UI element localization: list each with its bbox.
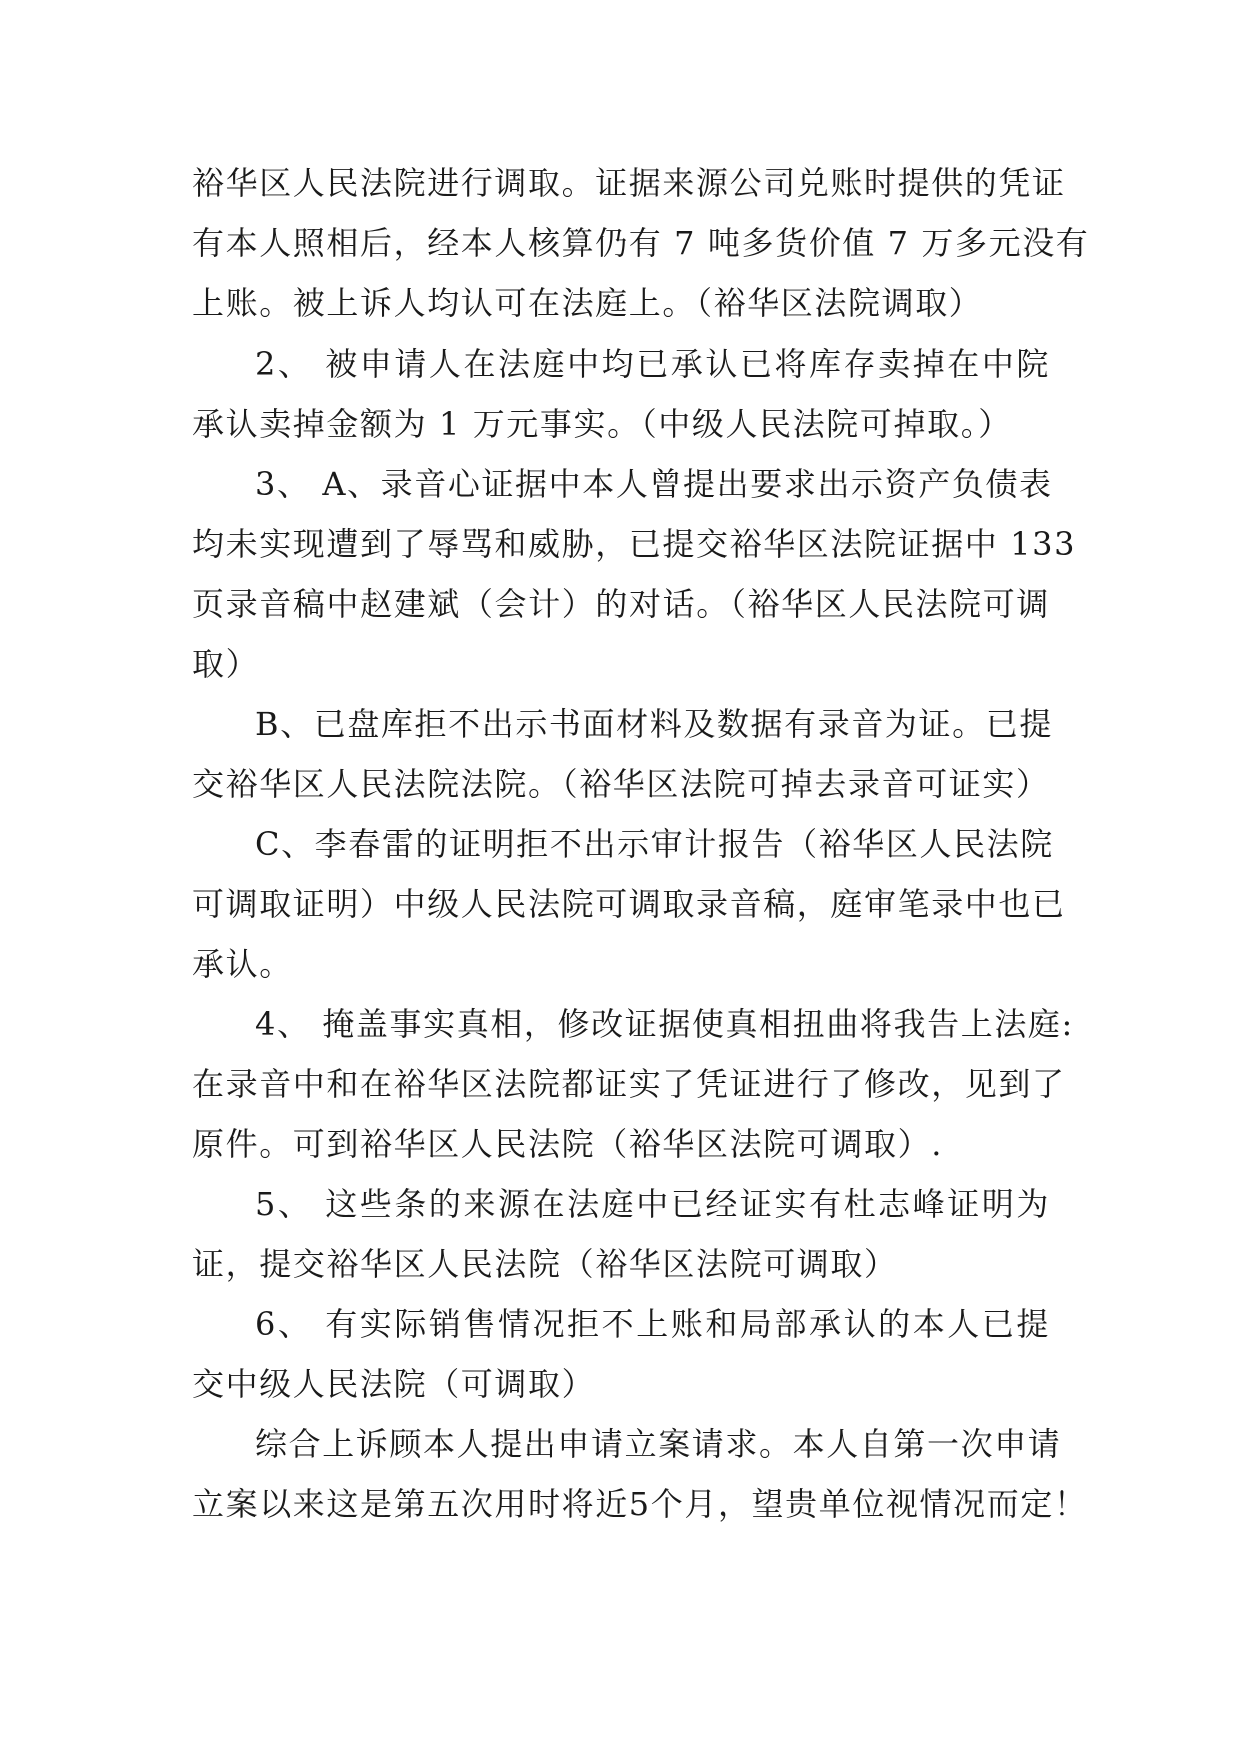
text-line: 取） bbox=[192, 645, 260, 683]
text-line: 有本人照相后，经本人核算仍有 7 吨多货价值 7 万多元没有 bbox=[192, 224, 1090, 262]
text-line: 上账。被上诉人均认可在法庭上。（裕华区法院调取） bbox=[192, 284, 983, 322]
text-line: 交中级人民法院（可调取） bbox=[192, 1365, 596, 1403]
paragraph-3-first-line: 3、 A、录音心证据中本人曾提出要求出示资产负债表 bbox=[255, 465, 1053, 503]
text-line: 裕华区人民法院进行调取。证据来源公司兑账时提供的凭证 bbox=[192, 164, 1066, 202]
text-line: 可调取证明）中级人民法院可调取录音稿，庭审笔录中也已 bbox=[192, 885, 1066, 923]
paragraph-5-first-line: 5、 这些条的来源在法庭中已经证实有杜志峰证明为 bbox=[255, 1185, 1050, 1223]
paragraph-3b-first-line: B、已盘库拒不出示书面材料及数据有录音为证。已提 bbox=[255, 705, 1053, 743]
paragraph-2-first-line: 2、 被申请人在法庭中均已承认已将库存卖掉在中院 bbox=[255, 345, 1050, 383]
text-line: 在录音中和在裕华区法院都证实了凭证进行了修改，见到了 bbox=[192, 1065, 1066, 1103]
paragraph-4-first-line: 4、 掩盖事实真相，修改证据使真相扭曲将我告上法庭: bbox=[255, 1005, 1074, 1043]
text-line: 立案以来这是第五次用时将近5个月，望贵单位视情况而定！ bbox=[192, 1485, 1088, 1523]
text-line: 承认。 bbox=[192, 945, 293, 983]
text-line: 承认卖掉金额为 1 万元事实。（中级人民法院可掉取。） bbox=[192, 405, 1012, 443]
paragraph-6-first-line: 6、 有实际销售情况拒不上账和局部承认的本人已提 bbox=[255, 1305, 1050, 1343]
text-line: 原件。可到裕华区人民法院（裕华区法院可调取）. bbox=[192, 1125, 943, 1163]
text-line: 均未实现遭到了辱骂和威胁，已提交裕华区法院证据中 133 bbox=[192, 525, 1077, 563]
paragraph-3c-first-line: C、李春雷的证明拒不出示审计报告（裕华区人民法院 bbox=[255, 825, 1054, 863]
text-line: 证，提交裕华区人民法院（裕华区法院可调取） bbox=[192, 1245, 898, 1283]
text-line: 页录音稿中赵建斌（会计）的对话。（裕华区人民法院可调 bbox=[192, 585, 1050, 623]
text-line: 交裕华区人民法院法院。（裕华区法院可掉去录音可证实） bbox=[192, 765, 1050, 803]
conclusion-first-line: 综合上诉顾本人提出申请立案请求。本人自第一次申请 bbox=[255, 1425, 1062, 1463]
